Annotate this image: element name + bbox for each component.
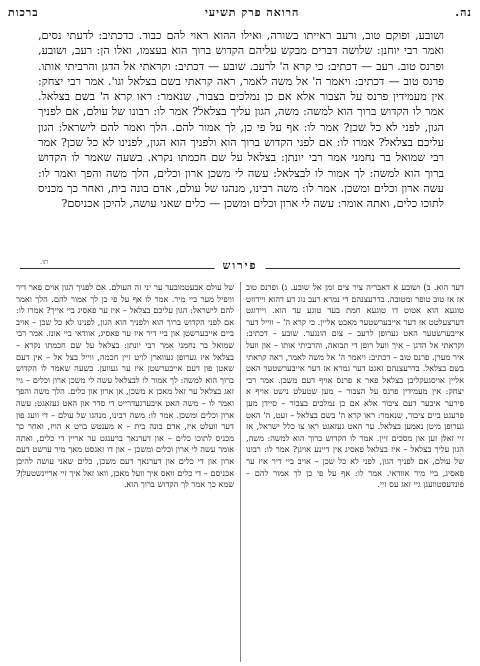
running-header: [0, 6, 480, 24]
main-text-block: [38, 28, 444, 258]
commentary-divider: [20, 260, 460, 276]
gemara-text: ושובע, ופוקם טוב, ורעב ראייתו בשורה, ואילו ההוא ראוי להם כבוד. כדכתיב: לדעתי נסים, ואמר רבי יוחנן: שלושה דברים מבקש עליהם הקדוש ברוך הוא בעצמו, ואלו הן: רעב, ושובע, ופרנס טוב. רעב — דכתיב: כי קרא ה' לרעב. שובע — דכתיב: וקראתי אל הדגן והרביתי אותו. פרנס טוב — דכתיב: ויאמר ה' אל משה לאמר, ראה קראתי בשם בצלאל וגו'. אמר רבי יצחק: אין מעמידין פרנס על הצבור אלא אם כן נמלכים בצבור, שנאמר: ראו קרא ה' בשם בצלאל. אמר לו הקדוש ברוך הוא למשה: משה, הגון עליך בצלאל? אמר לו: רבונו של עולם, אם לפניך הגון, לפני לא כל שכן? אמר לו: אף על פי כן, לך אמור להם. הלך ואמר להם לישראל: הגון עליכם בצלאל? אמרו לו: אם לפני הקדוש ברוך הוא ולפניך הוא הגון, לפנינו לא כל שכן? אמר רבי שמואל בר נחמני אמר רבי יונתן: בצלאל על שם חכמתו נקרא. בשעה שאמר לו הקדוש ברוך הוא למשה: לך אמור לו לבצלאל: עשה לי משכן ארון וכלים, הלך משה והפך ואמר לו: עשה ארון וכלים ומשכן. אמר לו: משה רבינו, מנהגו של עולם, אדם בונה בית, ואחר כך מכניס לתוכו כלים, ואתה אומר: עשה לי ארון וכלים ומשכן — כלים שאני עושה, להיכן אכניסם?: [38, 29, 444, 211]
commentary-left-column: [16, 282, 234, 662]
page-number: נה.: [455, 6, 472, 19]
commentary-title: פירוש: [215, 259, 266, 272]
column-separator: [240, 282, 241, 662]
chapter-title: הרואה פרק תשיעי: [205, 6, 300, 19]
margin-note: תו.: [40, 258, 49, 266]
commentary-left-text: של עולם אבעטמובעד ער יני זה העולם. אם לפניך הגון אוים פאר דיר וויפיל מער ביי מיר. אמר לו אף על פי כן לך אמור להם. הלך ואמר להם לישראל: הגון עליכם בצלאל – איז ער פאסיג ביי אייך? אמרו לו: אם לפני הקדוש ברוך הוא ולפניך הוא הגון, לפנינו לא כל שכן – אויב ביים אייבערשטן און ביי דיר איז ער פאסיג, אוודאי ביי אונז. אמר רבי שמואל בר נחמני אמר רבי יונתן: בצלאל על שם חכמתו נקרא – בצלאל איז גערופן געווארן לויט זיין חכמה, ווייל בצל אל – אין דעם שאטן פון דעם אייבערשטן איז ער געווען. בשעה שאמר לו הקדוש ברוך הוא למשה: לך אמור לו לבצלאל עשה לי משכן ארון וכלים – גיי זאג בצלאל ער זאל מאכן א משכן, אן ארון און כלים. הלך משה והפך ואמר לו – משה האט איבערגעדרייט די סדר און האט געזאגט: עשה ארון וכלים ומשכן. אמר לו: משה רבינו, מנהגו של עולם – די וועג פון דער וועלט איז, אדם בונה בית – א מענטש בויט א הויז, ואחר כך מכניס לתוכו כלים – און דערנאך ברענגט ער אריין די כלים, ואתה אומר עשה לי ארון וכלים ומשכן – און דו זאגסט מאך מיר ערשט דעם ארון און די כלים און דערנאך דעם משכן, כלים שאני עושה להיכן אכניסם – די כלים וואס איך וועל מאכן, וואו זאל איך זיי אריינשטעלן? שמא כך אמר לך הקדוש ברוך הוא.: [16, 282, 234, 490]
tractate-name: ברכות: [8, 6, 39, 19]
commentary-right-column: [246, 282, 464, 662]
commentary-right-text: דעד הוא. ב) ושובע א דאבריה ציר צים זמן אל שובע. ג) ופרנס טוב אז אז טוב טופר ומטובה. בדרעצנהם די נמרא רעב נוג דע דהוא ויידוזט טוגעא הוא אטוט דו טוגעא חמת בעד טוגע עד הוא. ויידוגט דערצעלטט אז דער אייבערשטער מאכט אליין. כי קרא ה' – ווייל דער אייבערשטער האט גערופן לרעב – צום הונגער. שובע – דכתיב: וקראתי אל הדגן – איך וועל רופן די תבואה, והרביתי אותו – און וועל איר מערן. פרנס טוב – דכתיב: ויאמר ה' אל משה לאמר, ראה קראתי בשם בצלאל. בדרעצנהם זאגט דער גמרא אז דער אייבערשטער האט אליין אויסגעקליבן בצלאל פאר א פרנס אויף דעם משכן. אמר רבי יצחק: אין מעמידין פרנס על הצבור – מען שטעלט נישט אויף א פירער איבער דעם ציבור אלא אם כן נמלכים בצבור – סיידן מען פרעגט ביים ציבור, שנאמר: ראו קרא ה' בשם בצלאל – זעט, ה' האט גערופן מיטן נאמען בצלאל. ער האט געזאגט ראו צו כלל ישראל, אז זיי זאלן זען און מסכים זיין. אמר לו הקדוש ברוך הוא למשה: משה, הגון עליך בצלאל – איז בצלאל פאסיג אין דיינע אויגן? אמר לו: רבונו של עולם, אם לפניך הגון, לפני לא כל שכן – אויב ביי דיר איז ער פאסיג, ביי מיר אוודאי. אמר לו: אף על פי כן לך אמור להם – פונדעסטוועגן גיי זאג עס זיי.: [246, 282, 464, 490]
commentary-columns: [16, 282, 464, 662]
